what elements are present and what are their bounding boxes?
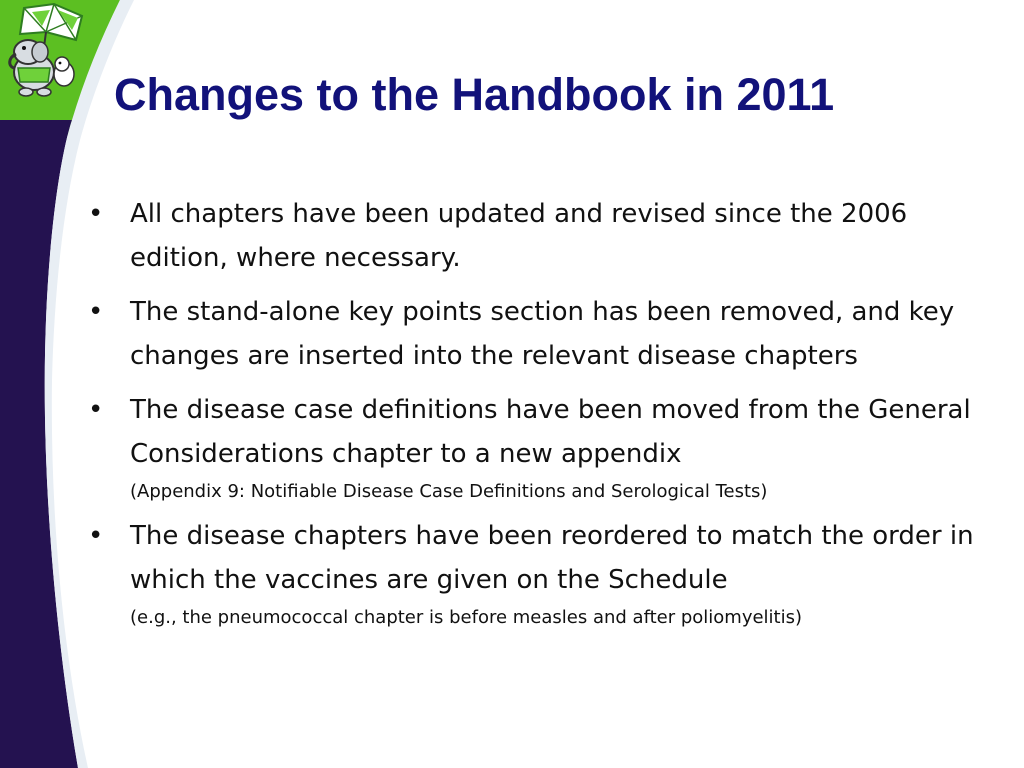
bullet-text: The disease case definitions have been moved from the General Considerations chapter to a new appendix	[130, 395, 971, 469]
bullet-dot-icon: •	[88, 521, 104, 551]
bullet-item	[88, 192, 988, 280]
bullet-text: All chapters have been updated and revised since the 2006 edition, where necessary.	[130, 199, 908, 273]
bullet-text: The disease chapters have been reordered to match the order in which the vaccines are given on the Schedule	[130, 521, 974, 595]
bullet-item	[88, 514, 988, 630]
bullet-note: (e.g., the pneumococcal chapter is before measles and after poliomyelitis)	[130, 607, 803, 628]
bullet-dot-icon: •	[88, 199, 104, 229]
bullet-list	[88, 192, 988, 640]
slide-title: Changes to the Handbook in 2011	[114, 69, 835, 120]
bullet-item	[88, 290, 988, 378]
bullet-item	[88, 388, 988, 504]
elephant-mascot-icon	[2, 2, 88, 98]
bullet-note: (Appendix 9: Notifiable Disease Case Definitions and Serological Tests)	[130, 481, 768, 502]
bullet-text: The stand-alone key points section has been removed, and key changes are inserted into the relevant disease chapters	[130, 297, 955, 371]
bullet-dot-icon: •	[88, 395, 104, 425]
bullet-dot-icon: •	[88, 297, 104, 327]
